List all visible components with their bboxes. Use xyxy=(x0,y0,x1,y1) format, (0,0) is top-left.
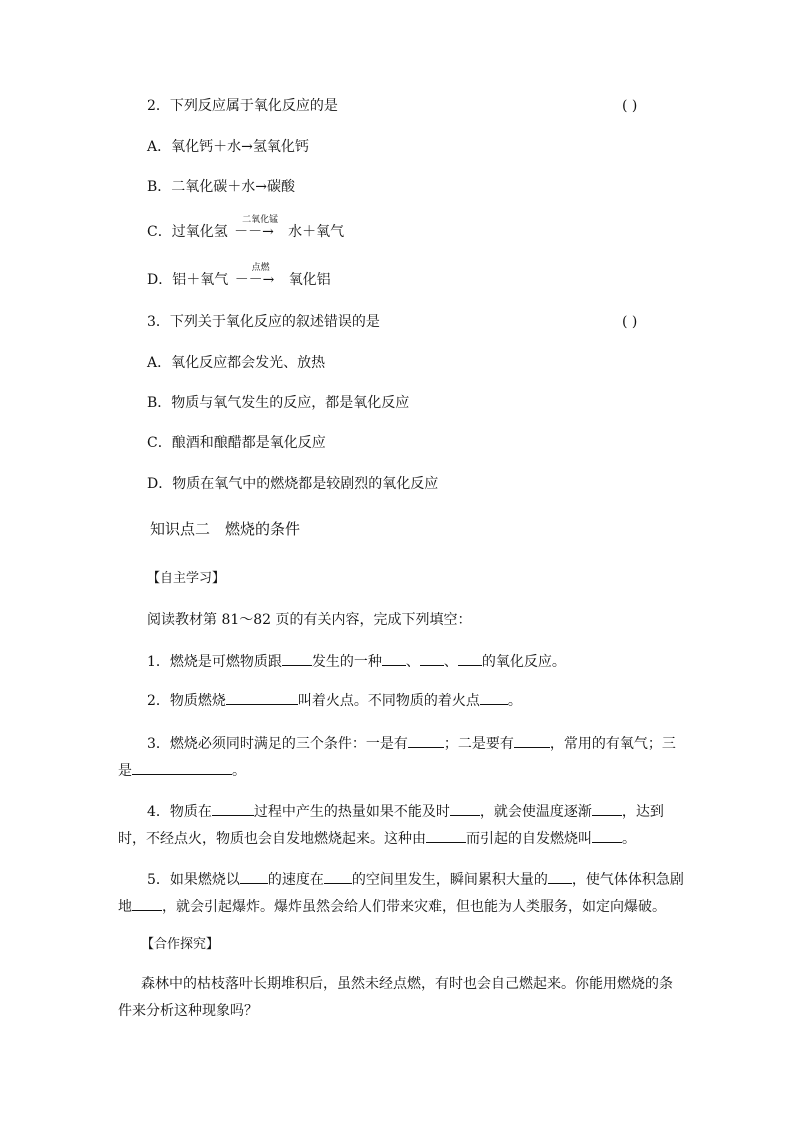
fill-text: 、 xyxy=(443,654,458,670)
fill-text: ；二是要有 xyxy=(443,736,514,752)
fill-text: 。 xyxy=(232,763,246,779)
fill-text: 2．物质燃烧 xyxy=(147,693,226,709)
q3-option-b: B．物质与氧气发生的反应，都是氧化反应 xyxy=(147,395,410,411)
fill-text: ，达到 xyxy=(621,804,664,820)
fill-text: ，使气体体积急剧 xyxy=(571,872,684,888)
q2-option-d-arrow xyxy=(233,263,289,290)
fill-item-4-cont xyxy=(118,828,636,849)
q2-option-d-product: 氧化铝 xyxy=(288,272,331,288)
q2-option-d xyxy=(147,263,331,290)
fill-text: 过程中产生的热量如果不能及时 xyxy=(253,804,450,820)
answer-blank[interactable] xyxy=(132,896,162,911)
fill-text: 叫着火点。不同物质的着火点 xyxy=(297,693,480,709)
q2-option-d-condition: 点燃 xyxy=(251,263,270,273)
fill-text: 3．燃烧必须同时满足的三个条件：一是有 xyxy=(147,736,408,752)
q2-option-b: B．二氧化碳＋水→碳酸 xyxy=(147,179,296,195)
answer-blank[interactable] xyxy=(426,828,466,843)
fill-text: 是 xyxy=(118,763,132,779)
q3-answer-paren: ( ) xyxy=(622,314,638,330)
answer-blank[interactable] xyxy=(226,690,298,705)
q2-option-c-arrow xyxy=(232,215,288,242)
answer-blank[interactable] xyxy=(408,733,444,748)
q2-option-c xyxy=(147,215,345,242)
answer-blank[interactable] xyxy=(458,651,482,666)
q2-option-c-condition: 二氧化锰 xyxy=(242,215,279,225)
answer-blank[interactable] xyxy=(514,733,550,748)
reaction-arrow-icon: －－→ xyxy=(234,224,274,240)
answer-blank[interactable] xyxy=(450,801,480,816)
fill-text: 。 xyxy=(507,693,522,709)
fill-item-3 xyxy=(147,733,676,754)
fill-text: ，常用的有氧气；三 xyxy=(549,736,676,752)
fill-text: 的空间里发生，瞬间累积大量的 xyxy=(351,872,548,888)
q2-option-a: A．氧化钙＋水→氢氧化钙 xyxy=(147,139,309,155)
q3-option-c: C．酿酒和酿醋都是氧化反应 xyxy=(147,435,326,451)
fill-text: 而引起的自发燃烧叫 xyxy=(466,831,592,847)
inquiry-question-cont: 件来分析这种现象吗？ xyxy=(118,1003,258,1019)
fill-item-5-cont xyxy=(118,896,666,917)
q3-option-a: A．氧化反应都会发光、放热 xyxy=(147,355,326,371)
answer-blank[interactable] xyxy=(132,760,232,775)
q3-stem: 3．下列关于氧化反应的叙述错误的是 xyxy=(147,314,380,330)
fill-item-2 xyxy=(147,690,522,711)
self-study-heading: 【自主学习】 xyxy=(147,571,226,586)
fill-text: 1．燃烧是可燃物质跟 xyxy=(147,654,282,670)
answer-blank[interactable] xyxy=(420,651,444,666)
cooperative-inquiry-heading: 【合作探究】 xyxy=(141,937,220,952)
q2-option-c-product: 水＋氧气 xyxy=(288,224,345,240)
fill-text: 时，不经点火，物质也会自发地燃烧起来。这种由 xyxy=(118,831,426,847)
answer-blank[interactable] xyxy=(592,828,622,843)
answer-blank[interactable] xyxy=(592,801,622,816)
q2-option-d-reactant: D．铝＋氧气 xyxy=(147,272,229,288)
fill-item-3-cont xyxy=(118,760,246,781)
fill-text: 的速度在 xyxy=(267,872,324,888)
answer-blank[interactable] xyxy=(382,651,406,666)
fill-text: 地 xyxy=(118,899,132,915)
inquiry-question: 森林中的枯枝落叶长期堆积后，虽然未经点燃，有时也会自己燃起来。你能用燃烧的条 xyxy=(141,976,673,992)
answer-blank[interactable] xyxy=(480,690,508,705)
answer-blank[interactable] xyxy=(324,869,352,884)
fill-item-4 xyxy=(147,801,664,822)
fill-text: 的氧化反应。 xyxy=(481,654,566,670)
q2-answer-paren: ( ) xyxy=(622,98,638,114)
reaction-arrow-icon: －－→ xyxy=(234,272,275,288)
fill-text: ，就会使温度逐渐 xyxy=(479,804,592,820)
fill-text: 、 xyxy=(405,654,420,670)
fill-item-1 xyxy=(147,651,566,672)
answer-blank[interactable] xyxy=(282,651,312,666)
fill-text: 发生的一种 xyxy=(311,654,382,670)
fill-item-5 xyxy=(147,869,684,890)
fill-text: ，就会引起爆炸。爆炸虽然会给人们带来灾难，但也能为人类服务，如定向爆破。 xyxy=(162,899,666,915)
section-title: 知识点二 燃烧的条件 xyxy=(150,520,301,538)
answer-blank[interactable] xyxy=(548,869,572,884)
fill-text: 。 xyxy=(622,831,636,847)
fill-text: 4．物质在 xyxy=(147,804,212,820)
fill-text: 5．如果燃烧以 xyxy=(147,872,240,888)
q3-option-d: D．物质在氧气中的燃烧都是较剧烈的氧化反应 xyxy=(147,476,439,492)
answer-blank[interactable] xyxy=(212,801,254,816)
q2-option-c-reactant: C．过氧化氢 xyxy=(147,224,228,240)
reading-instruction: 阅读教材第 81～82 页的有关内容，完成下列填空： xyxy=(147,612,472,628)
answer-blank[interactable] xyxy=(240,869,268,884)
q2-stem: 2．下列反应属于氧化反应的是 xyxy=(147,98,338,114)
